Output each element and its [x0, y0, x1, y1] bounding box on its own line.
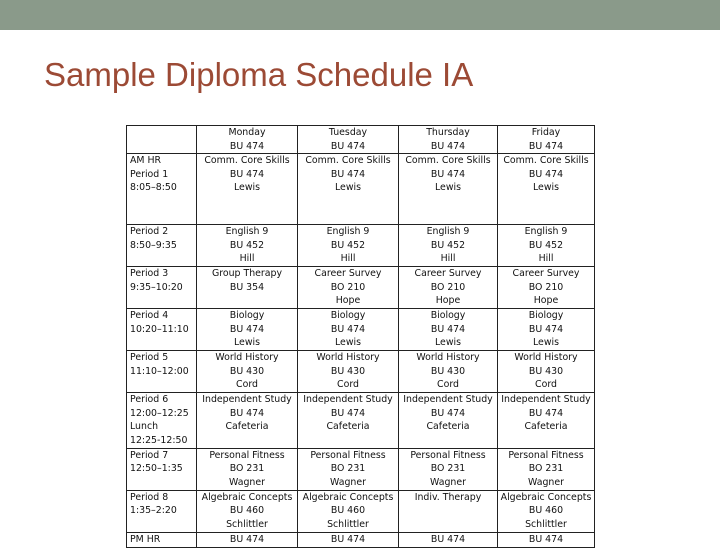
class-line: BO 210	[330, 281, 366, 293]
class-line: World History	[215, 352, 279, 364]
class-line: Comm. Core Skills	[405, 155, 491, 167]
class-cell-friday	[498, 490, 595, 532]
period-cell	[127, 351, 197, 393]
period-line: Period 6	[130, 394, 169, 406]
class-line: Wagner	[330, 476, 366, 488]
class-line: Hill	[239, 253, 255, 265]
class-line: BU 474	[528, 168, 564, 180]
class-line: BU 474	[330, 168, 366, 180]
header-monday	[197, 126, 298, 154]
class-cell-monday	[197, 309, 298, 351]
class-cell-friday	[498, 448, 595, 490]
class-line: World History	[514, 352, 578, 364]
header-row	[127, 126, 595, 154]
header-room: BU 474	[229, 140, 265, 152]
class-cell-tuesday	[298, 225, 399, 267]
class-line: Lewis	[435, 182, 461, 194]
header-friday	[498, 126, 595, 154]
class-cell-thursday	[399, 154, 498, 225]
period-cell	[127, 154, 197, 225]
period-cell	[127, 490, 197, 532]
class-line: BU 460	[229, 505, 265, 517]
class-line: BO 210	[528, 281, 564, 293]
class-line: BU 474	[528, 407, 564, 419]
class-line: Comm. Core Skills	[305, 155, 391, 167]
class-line: Personal Fitness	[310, 449, 386, 461]
class-line: Cafeteria	[326, 421, 370, 433]
class-line: BU 452	[528, 239, 564, 251]
class-line: Lewis	[533, 182, 559, 194]
class-cell-monday	[197, 351, 298, 393]
class-cell-tuesday	[298, 267, 399, 309]
class-cell-friday	[498, 393, 595, 448]
class-cell-monday	[197, 154, 298, 225]
class-cell-tuesday	[298, 393, 399, 448]
class-line: Cord	[236, 379, 258, 391]
class-line: BU 430	[229, 365, 265, 377]
day-label: Thursday	[426, 127, 470, 138]
class-line: BO 231	[229, 463, 265, 475]
class-line: Wagner	[229, 476, 265, 488]
schedule-row	[127, 490, 595, 532]
period-line: 9:35–10:20	[130, 281, 183, 293]
period-line: AM HR	[130, 155, 162, 167]
class-line: Independent Study	[403, 394, 493, 406]
class-line: BU 430	[528, 365, 564, 377]
class-line: Algebraic Concepts	[302, 491, 394, 503]
class-line: BO 231	[528, 463, 564, 475]
class-cell-thursday	[399, 267, 498, 309]
class-line: Lewis	[234, 337, 260, 349]
period-line: 8:50–9:35	[130, 239, 177, 251]
class-line: Schlittler	[327, 518, 369, 530]
class-cell-tuesday	[298, 309, 399, 351]
class-cell-tuesday	[298, 154, 399, 225]
schedule-row	[127, 267, 595, 309]
period-line: 12:25-12:50	[130, 434, 188, 446]
class-line: BU 474	[430, 533, 466, 545]
class-cell-thursday	[399, 490, 498, 532]
class-line: Cafeteria	[524, 421, 568, 433]
day-label: Tuesday	[328, 127, 368, 138]
class-line: Lewis	[533, 337, 559, 349]
class-line: Personal Fitness	[410, 449, 486, 461]
class-line: Career Survey	[314, 268, 382, 280]
class-line: Cafeteria	[225, 421, 269, 433]
class-line: Lewis	[335, 182, 361, 194]
class-line: Cord	[437, 379, 459, 391]
class-line: BU 430	[430, 365, 466, 377]
class-cell-monday	[197, 267, 298, 309]
class-line: BU 460	[528, 505, 564, 517]
class-line: BU 474	[229, 533, 265, 545]
class-line: BU 430	[330, 365, 366, 377]
class-line: Algebraic Concepts	[201, 491, 293, 503]
class-line: Personal Fitness	[508, 449, 584, 461]
class-line: Hill	[538, 253, 554, 265]
class-line: BU 474	[430, 323, 466, 335]
class-line: Biology	[430, 310, 466, 322]
class-line: Hill	[340, 253, 356, 265]
period-cell	[127, 393, 197, 448]
period-line: Period 5	[130, 352, 169, 364]
day-label: Friday	[531, 127, 561, 138]
class-line: BU 474	[330, 533, 366, 545]
period-line: Period 1	[130, 168, 169, 180]
period-cell	[127, 309, 197, 351]
class-line: Personal Fitness	[209, 449, 285, 461]
class-cell-thursday	[399, 351, 498, 393]
class-line: Schlittler	[226, 518, 268, 530]
class-cell-friday	[498, 267, 595, 309]
class-line: Wagner	[430, 476, 466, 488]
class-cell-friday	[498, 309, 595, 351]
class-cell-friday	[498, 225, 595, 267]
class-line: BU 474	[229, 323, 265, 335]
class-line: BU 474	[330, 407, 366, 419]
class-cell-thursday	[399, 225, 498, 267]
class-line: BU 354	[229, 281, 265, 293]
class-cell-monday	[197, 393, 298, 448]
schedule-row	[127, 351, 595, 393]
class-line: Independent Study	[303, 394, 393, 406]
class-line: Comm. Core Skills	[204, 155, 290, 167]
slide-title: Sample Diploma Schedule IA	[44, 56, 474, 93]
class-line: Schlittler	[525, 518, 567, 530]
class-line: Hill	[440, 253, 456, 265]
period-line: Period 7	[130, 449, 169, 461]
class-line: Cafeteria	[426, 421, 470, 433]
class-line: Lewis	[335, 337, 361, 349]
class-line: Algebraic Concepts	[500, 491, 592, 503]
period-line: Period 2	[130, 226, 169, 238]
class-line: Biology	[229, 310, 265, 322]
period-line: PM HR	[130, 533, 161, 545]
schedule-row	[127, 448, 595, 490]
period-cell	[127, 267, 197, 309]
class-line: BO 231	[430, 463, 466, 475]
class-line: English 9	[225, 226, 269, 238]
class-line: English 9	[426, 226, 470, 238]
period-line: 10:20–11:10	[130, 323, 189, 335]
class-line: Career Survey	[512, 268, 580, 280]
class-cell-tuesday	[298, 448, 399, 490]
class-line: Cord	[535, 379, 557, 391]
class-line: Career Survey	[414, 268, 482, 280]
class-line: BU 474	[229, 168, 265, 180]
period-line: Period 8	[130, 491, 169, 503]
schedule-row	[127, 154, 595, 225]
period-line: 1:35–2:20	[130, 505, 177, 517]
class-cell-monday	[197, 448, 298, 490]
class-line: Hope	[435, 295, 461, 307]
class-line: Lewis	[234, 182, 260, 194]
header-room: BU 474	[528, 140, 564, 152]
class-line: BU 452	[430, 239, 466, 251]
class-line: English 9	[524, 226, 568, 238]
day-label: Monday	[228, 127, 266, 138]
class-cell-thursday	[399, 448, 498, 490]
header-room: BU 474	[430, 140, 466, 152]
class-cell-thursday	[399, 309, 498, 351]
class-line: BU 460	[330, 505, 366, 517]
class-line: Independent Study	[501, 394, 591, 406]
class-cell-monday	[197, 225, 298, 267]
header-room: BU 474	[330, 140, 366, 152]
class-line: BU 474	[528, 533, 564, 545]
period-line: Period 3	[130, 268, 169, 280]
class-line: English 9	[326, 226, 370, 238]
class-line: Biology	[528, 310, 564, 322]
header-tuesday	[298, 126, 399, 154]
header-thursday	[399, 126, 498, 154]
top-accent-bar	[0, 0, 720, 30]
class-line: BU 474	[229, 407, 265, 419]
class-line: BU 474	[430, 168, 466, 180]
schedule-row	[127, 225, 595, 267]
class-cell-tuesday	[298, 490, 399, 532]
period-cell	[127, 225, 197, 267]
class-line: BU 474	[528, 323, 564, 335]
class-line: World History	[416, 352, 480, 364]
class-line: World History	[316, 352, 380, 364]
schedule-row	[127, 393, 595, 448]
class-line: BO 231	[330, 463, 366, 475]
class-line: BU 474	[330, 323, 366, 335]
class-cell-thursday	[399, 393, 498, 448]
period-line: Lunch	[130, 421, 159, 433]
class-line: Lewis	[435, 337, 461, 349]
class-cell-tuesday	[298, 351, 399, 393]
class-line: Group Therapy	[211, 268, 283, 280]
class-cell-friday	[498, 154, 595, 225]
class-cell-friday	[498, 351, 595, 393]
period-line: 12:50–1:35	[130, 463, 183, 475]
class-line: BU 474	[430, 407, 466, 419]
class-line: BU 452	[330, 239, 366, 251]
class-line: BO 210	[430, 281, 466, 293]
schedule-row	[127, 309, 595, 351]
class-line: Hope	[533, 295, 559, 307]
class-line: BU 452	[229, 239, 265, 251]
class-cell-monday	[197, 490, 298, 532]
class-line: Independent Study	[202, 394, 292, 406]
class-line: Wagner	[528, 476, 564, 488]
class-line: Cord	[337, 379, 359, 391]
schedule-table	[126, 125, 595, 548]
period-line: 12:00–12:25	[130, 407, 189, 419]
class-line: Biology	[330, 310, 366, 322]
class-line: Indiv. Therapy	[414, 491, 482, 503]
period-line: Period 4	[130, 310, 169, 322]
period-line: 11:10–12:00	[130, 365, 189, 377]
class-line: Comm. Core Skills	[503, 155, 589, 167]
class-line: Hope	[335, 295, 361, 307]
period-cell	[127, 448, 197, 490]
period-line: 8:05–8:50	[130, 182, 177, 194]
period-header-cell	[127, 126, 197, 154]
